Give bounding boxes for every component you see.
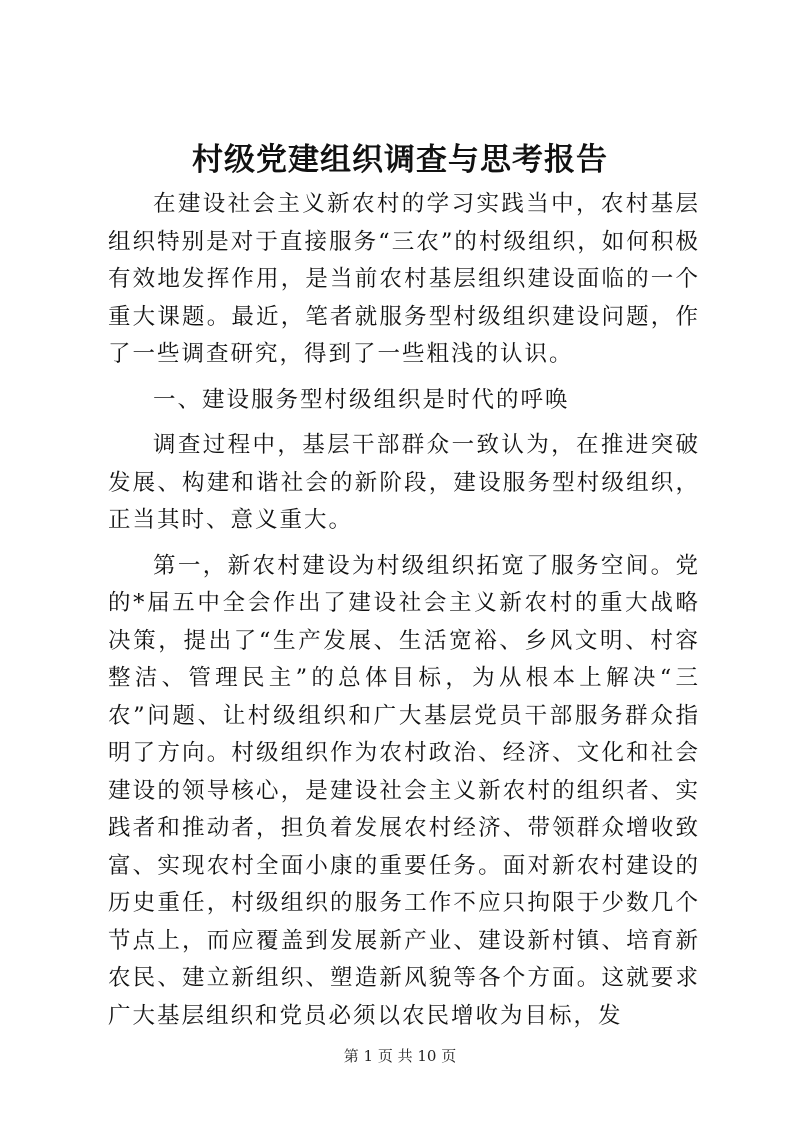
- section-heading-1: 一、建设服务型村级组织是时代的呼唤: [153, 386, 570, 413]
- page-footer: 第 1 页 共 10 页: [343, 1047, 457, 1065]
- document-title: 村级党建组织调查与思考报告: [192, 142, 608, 178]
- paragraph-intro: 在建设社会主义新农村的学习实践当中，农村基层组织特别是对于直接服务“三农”的村级组织，如何积极有效地发挥作用，是当前农村基层组织建设面临的一个重大课题。最近，笔者就服务型村级组织建设问题，作了一些调查研究，得到了一些粗浅的认识。: [108, 191, 700, 367]
- paragraph-survey: 调查过程中，基层干部群众一致认为，在推进突破发展、构建和谐社会的新阶段，建设服务型村级组织，正当其时、意义重大。: [108, 432, 700, 533]
- document-body: [108, 186, 700, 1043]
- paragraph-first-point: 第一，新农村建设为村级组织拓宽了服务空间。党的*届五中全会作出了建设社会主义新农村的重大战略决策，提出了“生产发展、生活宽裕、乡风文明、村容整洁、管理民主”的总体目标，为从根本上解决“三农”问题、让村级组织和广大基层党员干部服务群众指明了方向。村级组织作为农村政治、经济、文化和社会建设的领导核心，是建设社会主义新农村的组织者、实践者和推动者，担负着发展农村经济、带领群众增收致富、实现农村全面小康的重要任务。面对新农村建设的历史重任，村级组织的服务工作不应只拘限于少数几个节点上，而应覆盖到发展新产业、建设新村镇、培育新农民、建立新组织、塑造新风貌等各个方面。这就要求广大基层组织和党员必须以农民增收为目标，发: [108, 552, 700, 1029]
